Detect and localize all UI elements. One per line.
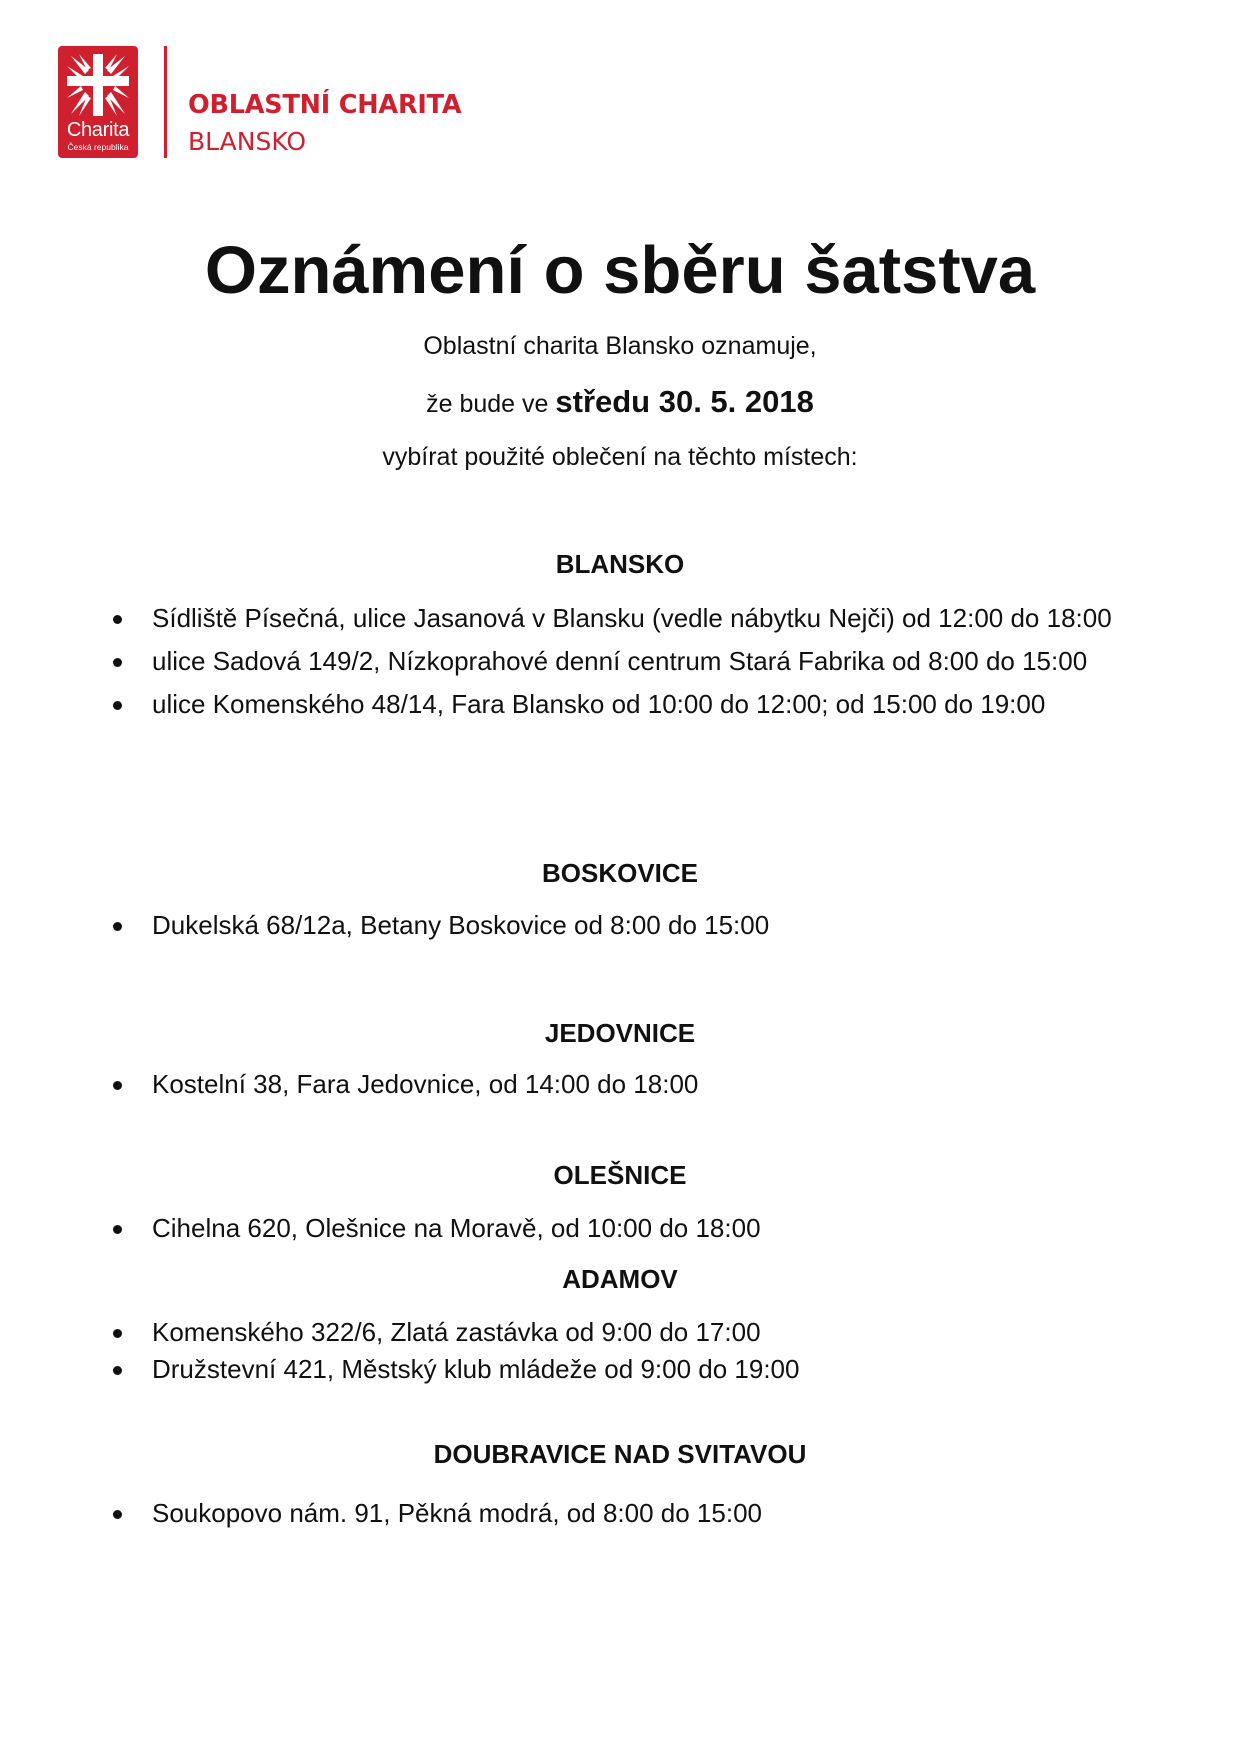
location-text: Kostelní 38, Fara Jedovnice, od 14:00 do 18:00 [152, 1069, 699, 1099]
letterhead [58, 46, 658, 161]
page-title: Oznámení o sběru šatstva [204, 233, 1036, 308]
location-text: Družstevní 421, Městský klub mládeže od 9:00 do 19:00 [152, 1354, 800, 1384]
bullet-icon [113, 1081, 122, 1090]
list-item [0, 1351, 1240, 1388]
bullet-icon [113, 922, 122, 931]
charita-cross-icon [65, 52, 131, 118]
section-heading-adamov: ADAMOV [562, 1264, 678, 1294]
list-item [0, 643, 1240, 680]
section-heading-olesnice: OLEŠNICE [553, 1160, 687, 1190]
section-heading-boskovice: BOSKOVICE [541, 858, 699, 888]
organization-city: BLANSKO [188, 127, 307, 156]
list-item [0, 600, 1240, 637]
list-item [0, 686, 1240, 723]
organization-name: OBLASTNÍ CHARITA [188, 90, 462, 120]
bullet-icon [113, 615, 122, 624]
bullet-icon [113, 1329, 122, 1338]
location-text: Soukopovo nám. 91, Pěkná modrá, od 8:00 do 15:00 [152, 1498, 762, 1528]
section-heading-doubravice: DOUBRAVICE NAD SVITAVOU [433, 1439, 807, 1469]
logo-text: Charita [66, 119, 130, 141]
header-divider [164, 46, 167, 158]
location-text: ulice Sadová 149/2, Nízkoprahové denní centrum Stará Fabrika od 8:00 do 15:00 [152, 646, 1088, 676]
intro-line-2-prefix: že bude ve [426, 390, 556, 418]
list-item [0, 907, 1240, 944]
charita-logo [58, 46, 138, 158]
location-list-jedovnice [0, 1066, 1240, 1103]
intro-line-3: vybírat použité oblečení na těchto místech: [382, 443, 858, 471]
list-item [0, 1066, 1240, 1103]
intro-line-2 [0, 384, 1240, 420]
list-item [0, 1314, 1240, 1351]
collection-date: středu 30. 5. 2018 [555, 384, 814, 419]
section-heading-jedovnice: JEDOVNICE [544, 1018, 696, 1048]
bullet-icon [113, 1510, 122, 1519]
location-text: Cihelna 620, Olešnice na Moravě, od 10:00 do 18:00 [152, 1213, 761, 1243]
location-list-doubravice [0, 1495, 1240, 1532]
list-item [0, 1495, 1240, 1532]
location-text: ulice Komenského 48/14, Fara Blansko od 10:00 do 12:00; od 15:00 do 19:00 [152, 689, 1046, 719]
bullet-icon [113, 658, 122, 667]
location-text: Dukelská 68/12a, Betany Boskovice od 8:00 do 15:00 [152, 910, 770, 940]
location-text: Komenského 322/6, Zlatá zastávka od 9:00 do 17:00 [152, 1317, 761, 1347]
section-heading-blansko: BLANSKO [555, 549, 685, 579]
list-item [0, 1210, 1240, 1247]
location-text: Sídliště Písečná, ulice Jasanová v Blansku (vedle nábytku Nejči) od 12:00 do 18:00 [152, 603, 1112, 633]
location-list-blansko [0, 600, 1240, 723]
logo-subtext: Česká republika [67, 142, 129, 152]
intro-line-1: Oblastní charita Blansko oznamuje, [423, 332, 817, 360]
bullet-icon [113, 1225, 122, 1234]
bullet-icon [113, 701, 122, 710]
location-list-olesnice [0, 1210, 1240, 1247]
location-list-boskovice [0, 907, 1240, 944]
location-list-adamov [0, 1314, 1240, 1388]
bullet-icon [113, 1366, 122, 1375]
